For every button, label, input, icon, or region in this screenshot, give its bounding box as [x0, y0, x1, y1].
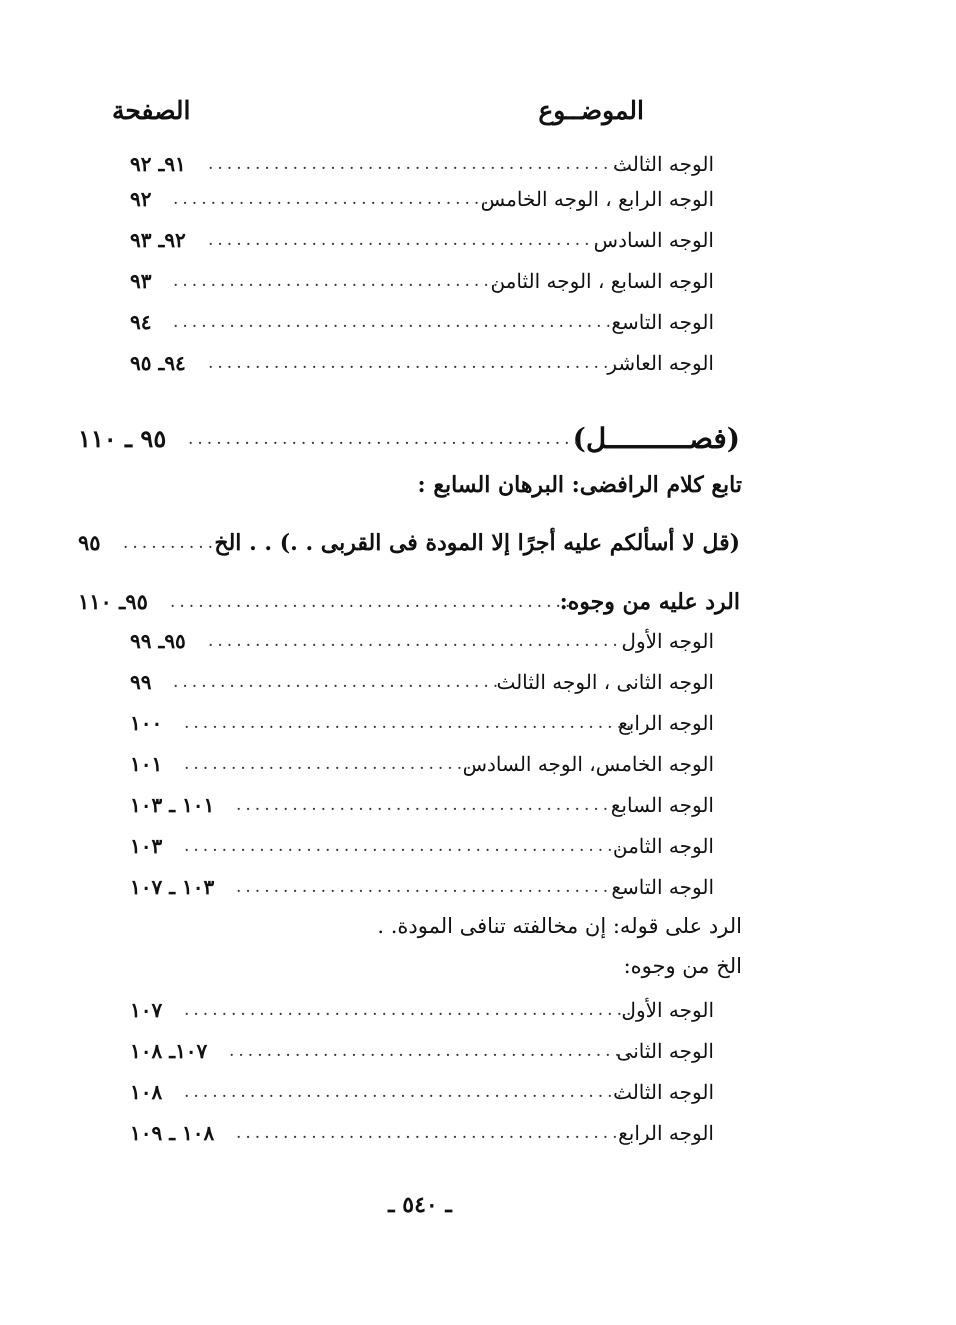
toc-entry [130, 870, 714, 904]
reply-line: الرد على قوله: إن مخالفته تنافى المودة. . [377, 914, 742, 938]
entry-page: ١٠٠ [130, 711, 163, 735]
entry-page: ٩١ـ ٩٢ [130, 152, 186, 176]
toc-entry [130, 788, 714, 822]
leader-dots: ............................... [184, 754, 476, 774]
toc-entry [130, 223, 714, 257]
leader-dots: .......................................... [208, 230, 603, 250]
entry-page: ٩٤ـ ٩٥ [130, 351, 186, 375]
leader-dots: ................................................ [184, 713, 636, 733]
entry-page: ٩٢ [130, 187, 152, 211]
entry-label: (قل لا أسألكم عليه أجرًا إلا المودة فى القربى . .) . . الخ [214, 530, 740, 556]
entry-label: الوجه السابع ، الوجه الثامن [490, 269, 714, 293]
leader-dots: ............................................... [184, 1082, 626, 1102]
entry-label: الوجه التاسع [611, 310, 714, 334]
reply-line: الخ من وجوه: [623, 954, 742, 978]
entry-label: الرد عليه من وجوه: [559, 589, 740, 615]
entry-page: ٩٥ـ ٩٩ [130, 629, 186, 653]
toc-entry [130, 1116, 714, 1150]
entry-label: الوجه الرابع ، الوجه الخامس [480, 187, 714, 211]
leader-dots: ......................................... [236, 877, 622, 897]
leader-dots: ........................................... [170, 592, 575, 612]
entry-page: ١٠٧ [130, 998, 163, 1022]
leader-dots: .................................. [173, 189, 493, 209]
entry-label: الوجه الأول [621, 998, 714, 1022]
entry-label: الوجه الرابع [618, 1121, 714, 1145]
leader-dots: ......................................... [236, 795, 622, 815]
leader-dots: .......................................... [188, 429, 583, 449]
entry-label: الوجه السادس [593, 228, 714, 252]
section-page: ٩٥ ـ ١١٠ [78, 424, 167, 453]
toc-entry [130, 706, 714, 740]
leader-dots: ............................................ [208, 353, 622, 373]
reply-entry [78, 585, 740, 619]
entry-label: الوجه السابع [610, 793, 714, 817]
section-entry [78, 420, 740, 458]
toc-entry [130, 264, 714, 298]
entry-label: الوجه الأول [621, 629, 714, 653]
entry-page: ١٠٣ ـ ١٠٧ [130, 875, 215, 899]
leader-dots: ................................................ [173, 312, 625, 332]
entry-page: ٩٩ [130, 670, 152, 694]
toc-entry [130, 305, 714, 339]
entry-page: ٩٥ [78, 530, 101, 555]
entry-page: ١٠٨ [130, 1080, 163, 1104]
toc-entry [130, 1034, 714, 1068]
toc-entry [130, 829, 714, 863]
entry-label: الوجه الثالث [613, 152, 714, 176]
entry-page: ١٠١ [130, 752, 163, 776]
leader-dots: .......................................... [236, 1123, 631, 1143]
toc-entry [130, 182, 714, 216]
entry-label: الوجه العاشر [607, 351, 714, 375]
toc-entry [130, 1075, 714, 1109]
leader-dots: ............................................... [184, 836, 626, 856]
leader-dots: ................................... [173, 672, 503, 692]
entry-page: ٩٢ـ ٩٣ [130, 228, 186, 252]
entry-label: الوجه الثالث [613, 1080, 714, 1104]
toc-entry [130, 993, 714, 1027]
toc-entry [130, 147, 714, 181]
leader-dots: ............................................. [208, 154, 632, 174]
page-number: ـ ٥٤٠ ـ [388, 1192, 452, 1218]
toc-entry [130, 624, 714, 658]
quote-entry [78, 526, 740, 560]
leader-dots: ................................... [173, 271, 503, 291]
column-header-page: الصفحة [112, 96, 191, 125]
entry-page: ٩٤ [130, 310, 152, 334]
leader-dots: ............................................. [208, 631, 632, 651]
entry-page: ١٠٨ ـ ١٠٩ [130, 1121, 215, 1145]
entry-page: ٩٣ [130, 269, 152, 293]
toc-entry [130, 346, 714, 380]
entry-label: الوجه الخامس، الوجه السادس [462, 752, 714, 776]
entry-label: الوجه الثامن [612, 834, 714, 858]
leader-dots: .......... [123, 533, 218, 553]
entry-page: ٩٥ـ ١١٠ [78, 589, 148, 614]
entry-label: الوجه الثانى [616, 1039, 714, 1063]
leader-dots: ................................................ [184, 1000, 636, 1020]
heading-continuation: تابع كلام الرافضى: البرهان السابع : [417, 472, 742, 498]
toc-entry [130, 747, 714, 781]
entry-label: الوجه التاسع [611, 875, 714, 899]
entry-page: ١٠٣ [130, 834, 163, 858]
entry-label: الوجه الثانى ، الوجه الثالث [496, 670, 714, 694]
toc-entry [130, 665, 714, 699]
column-header-topic: الموضــوع [538, 96, 644, 125]
entry-page: ١٠١ ـ ١٠٣ [130, 793, 215, 817]
section-label: (فصــــــــــل) [572, 422, 740, 455]
leader-dots: ........................................... [229, 1041, 634, 1061]
entry-page: ١٠٧ـ ١٠٨ [130, 1039, 208, 1063]
entry-label: الوجه الرابع [618, 711, 714, 735]
